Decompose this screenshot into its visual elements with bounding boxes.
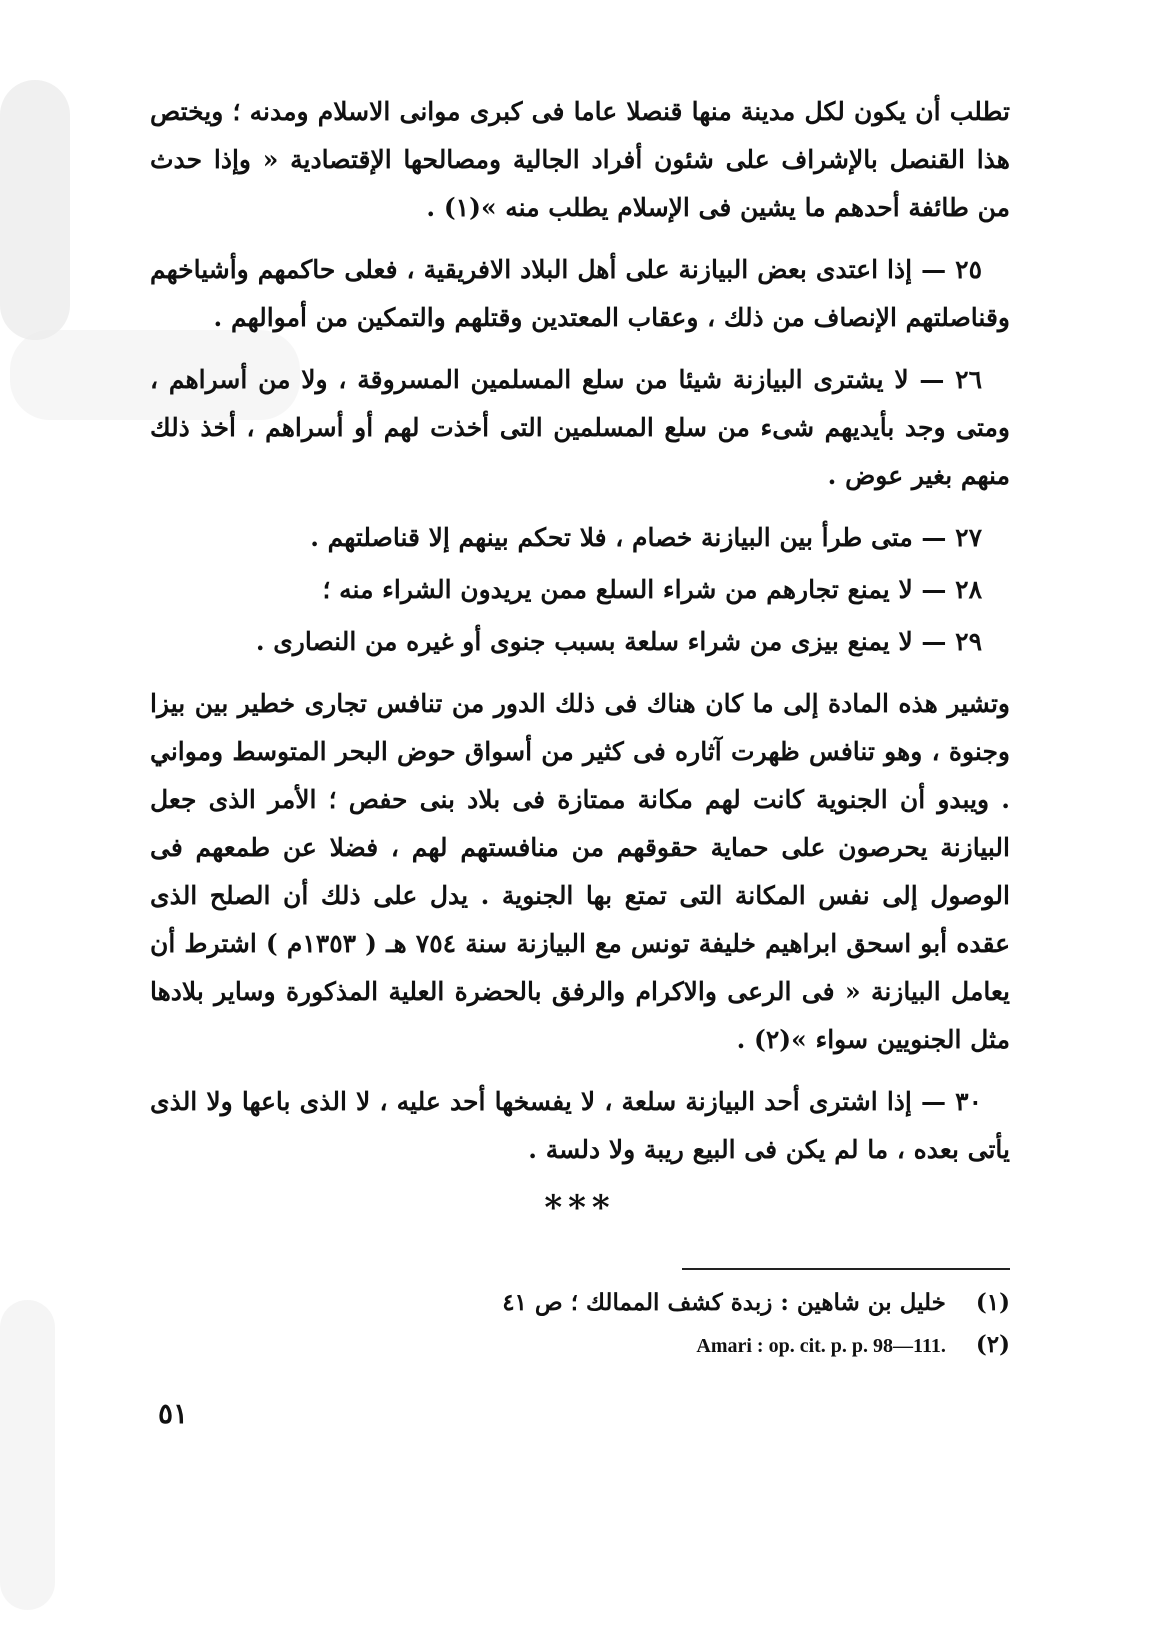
page-body [150,88,1010,1258]
paragraph-article-26: ٢٦ — لا يشترى البيازنة شيئا من سلع المسلمين المسروقة ، ولا من أسراهم ، ومتى وجد بأيديهم شىء من سلع المسلمين التى أخذت لهم أو أسراهم ، أخذ ذلك منهم بغير عوض . [150,365,1010,490]
footnote-2 [400,1324,1010,1367]
page-number: ٥١ [158,1397,189,1430]
paragraph-article-27: ٢٧ — متى طرأ بين البيازنة خصام ، فلا تحكم بينهم إلا قناصلتهم . [310,523,982,552]
footnote-number: (١) [975,1289,1010,1316]
footnote-text: Amari : op. cit. p. p. 98—111. [696,1335,946,1357]
paragraph-intro: تطلب أن يكون لكل مدينة منها قنصلا عاما فى كبرى موانى الاسلام ومدنه ؛ ويختص هذا القنصل بالإشراف على شئون أفراد الجالية ومصالحها الإقتصادية « وإذا حدث من طائفة أحدهم ما يشين فى الإسلام يطلب منه »(١) . [150,97,1010,222]
footnote-rule [682,1268,1010,1270]
paragraph-article-25: ٢٥ — إذا اعتدى بعض البيازنة على أهل البلاد الافريقية ، فعلى حاكمهم وأشياخهم وقناصلتهم الإنصاف من ذلك ، وعقاب المعتدين وقتلهم والتمكين من أموالهم . [150,255,1010,332]
footnotes [400,1282,1010,1367]
paragraph-article-30: ٣٠ — إذا اشترى أحد البيازنة سلعة ، لا يفسخها أحد عليه ، لا الذى باعها ولا الذى يأتى بعده ، ما لم يكن فى البيع ريبة ولا دلسة . [150,1087,1010,1164]
scan-smudge [0,80,70,340]
footnote-number: (٢) [975,1331,1010,1358]
paragraph-commentary: وتشير هذه المادة إلى ما كان هناك فى ذلك الدور من تنافس تجارى خطير بين بيزا وجنوة ، وهو تنافس ظهرت آثاره فى كثير من أسواق حوض البحر المتوسط ومواني . ويبدو أن الجنوية كانت لهم مكانة ممتازة فى بلاد بنى حفص ؛ الأمر الذى جعل البيازنة يحرصون على حماية حقوقهم من منافستهم لهم ، فضلا عن طمعهم فى الوصول إلى نفس المكانة التى تمتع بها الجنوية . يدل على ذلك أن الصلح الذى عقده أبو اسحق ابراهيم خليفة تونس مع البيازنة سنة ٧٥٤ هـ ( ١٣٥٣م ) اشترط أن يعامل البيازنة « فى الرعى والاكرام والرفق بالحضرة العلية المذكورة وساير بلادها مثل الجنويين سواء »(٢) . [150,689,1011,1054]
paragraph-article-28: ٢٨ — لا يمنع تجارهم من شراء السلع ممن يريدون الشراء منه ؛ [322,575,982,604]
footnote-text: خليل بن شاهين : زبدة كشف الممالك ؛ ص ٤١ [502,1289,946,1316]
section-separator: *** [544,1188,616,1228]
footnote-1 [400,1282,1010,1324]
paragraph-article-29: ٢٩ — لا يمنع بيزى من شراء سلعة بسبب جنوى أو غيره من النصارى . [255,627,982,656]
scan-smudge [0,1300,55,1610]
